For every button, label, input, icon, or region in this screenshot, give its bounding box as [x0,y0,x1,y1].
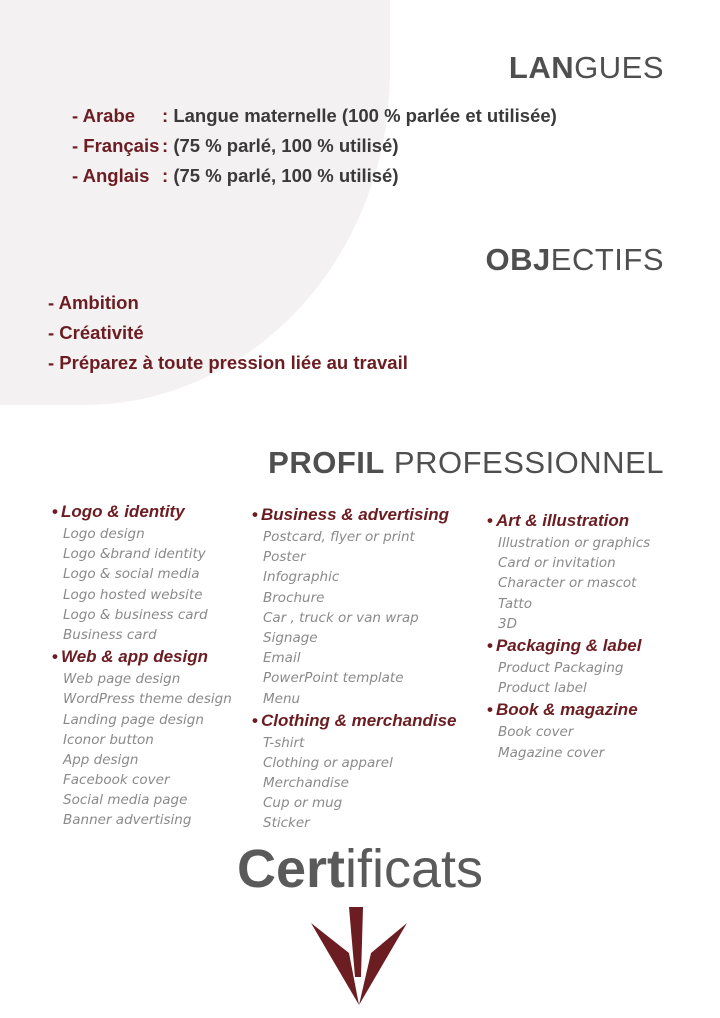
profil-item: Social media page [63,792,188,809]
profil-category [487,698,650,722]
profil-title [268,445,664,481]
profil-item: Character or mascot [498,575,637,592]
profil-category [252,503,456,527]
profil-item: Logo & business card [63,606,208,623]
profil-category [52,500,232,524]
profil-item: Sticker [263,815,310,832]
profil-item: Banner advertising [63,812,192,829]
langue-item [72,161,557,191]
profil-item: Book cover [498,724,574,741]
langue-name: - Français [72,135,160,156]
langues-title-bold: LAN [508,50,575,85]
profil-category [487,634,650,658]
langues-list [72,101,557,191]
objectifs-title [486,242,664,278]
profil-item: Clothing or apparel [263,754,393,771]
objectifs-list [48,288,408,378]
profil-item: WordPress theme design [63,691,232,708]
profil-category-label: Logo & identity [60,502,185,521]
profil-category-label: Art & illustration [495,511,630,530]
profil-item: T-shirt [263,734,305,751]
profil-category [487,509,650,533]
profil-category-label: Book & magazine [495,700,638,720]
profil-item: PowerPoint template [263,670,404,687]
profil-item: Business card [63,626,157,643]
objectif-item: - Ambition [48,292,139,313]
langue-name: - Arabe [72,105,136,126]
langue-detail: Langue maternelle (100 % parlée et utilisée) [173,105,557,126]
langues-title-rest: GUES [574,50,664,85]
profil-category-label: Web & app design [60,647,208,667]
profil-item: Landing page design [63,711,204,728]
objectifs-title-rest: ECTIFS [550,242,664,277]
profil-category-label: Clothing & merchandise [260,710,457,730]
langue-detail: (75 % parlé, 100 % utilisé) [173,165,399,186]
langue-detail: (75 % parlé, 100 % utilisé) [173,135,399,156]
profil-item: Logo &brand identity [63,546,206,563]
certificats-title-bold: Cert [236,839,345,899]
objectifs-title-bold: OBJ [485,242,551,277]
logo-right-wing [359,923,407,1005]
profil-item: Poster [263,549,306,566]
certificats-title-rest: ificats [344,839,484,899]
bullet-icon: • [487,635,493,655]
bullet-icon: • [52,502,58,521]
profil-category [52,645,232,669]
profil-item: Web page design [63,671,181,688]
langue-colon: : [162,135,169,156]
profil-item: Iconor button [63,731,154,748]
objectif-item: - Créativité [48,322,144,343]
profil-title-rest: PROFESSIONNEL [384,445,664,480]
profil-item: Brochure [263,589,325,606]
langue-name: - Anglais [72,165,150,186]
profil-item: Logo & social media [63,566,200,583]
profil-category-label: Packaging & label [495,635,642,655]
profil-item: Illustration or graphics [498,535,651,551]
bullet-icon: • [487,511,493,530]
profil-item: 3D [498,615,517,632]
profil-category-label: Business & advertising [260,505,449,524]
certificats-title [0,838,720,900]
langue-item [72,131,557,161]
profil-item: App design [63,751,139,768]
profil-item: Infographic [263,569,340,586]
langue-colon: : [162,105,169,126]
bullet-icon: • [487,700,493,720]
profil-item: Product label [498,680,587,697]
profil-item: Card or invitation [498,555,616,572]
bullet-icon: • [52,647,58,667]
profil-title-bold: PROFIL [268,445,385,480]
profil-item: Logo hosted website [63,586,203,603]
langues-title [509,50,664,86]
profil-item: Product Packaging [498,659,624,676]
bullet-icon: • [252,710,258,730]
profil-item: Postcard, flyer or print [263,529,415,545]
profil-item: Signage [263,629,318,646]
profil-item: Email [263,650,301,667]
objectif-item: - Préparez à toute pression liée au travail [48,352,408,373]
profil-item: Merchandise [263,775,349,792]
arrow-down-chevron-logo-icon [309,905,409,1007]
profil-item: Tatto [498,595,532,612]
bullet-icon: • [252,505,258,524]
profil-item: Logo design [63,526,145,542]
profil-item: Menu [263,690,301,707]
profil-category [252,709,456,733]
langue-colon: : [162,165,169,186]
profil-column-3 [487,509,650,763]
langue-item [72,101,557,131]
profil-column-1 [52,500,232,831]
profil-item: Car , truck or van wrap [263,609,419,626]
profil-column-2 [252,503,456,834]
profil-item: Cup or mug [263,795,343,812]
profil-item: Magazine cover [498,744,605,761]
profil-item: Facebook cover [63,772,170,789]
